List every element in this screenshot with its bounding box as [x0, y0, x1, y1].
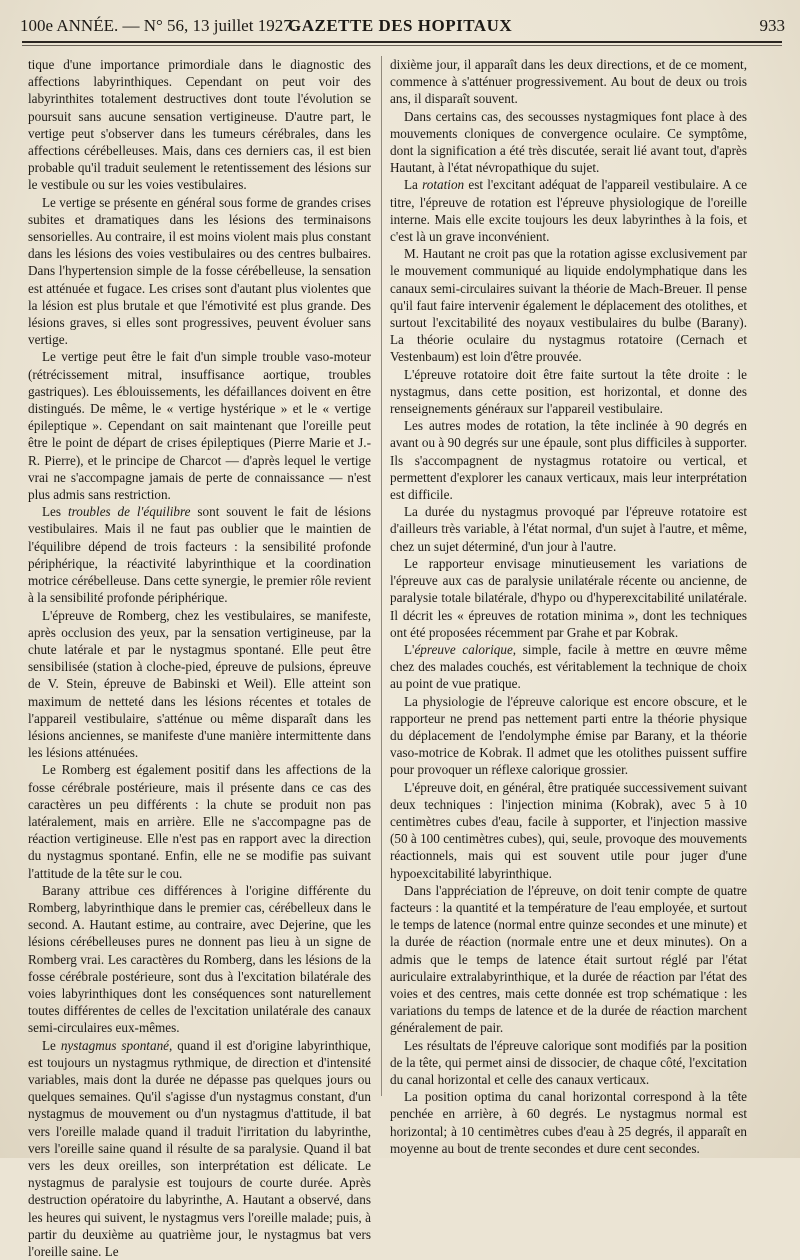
- paragraph: Le vertige se présente en général sous forme de grandes crises subites et dramatiques dans les lésions des terminaisons sensorielles. Au contraire, il est moins violent mais plus constant dans les lésions des voies vestibulaires ou des centres bulbaires. Dans l'hypertension simple de la fosse cérébelleuse, la sensation est atténuée et fugace. Les crises sont d'autant plus violentes que la lésion est plus brutale et que l'émotivité est plus grande. Des lésions graves, si elles sont progressives, peuvent évoluer sans vertige.: [28, 194, 371, 348]
- paragraph: [390, 641, 747, 693]
- paragraph: L'épreuve de Romberg, chez les vestibulaires, se manifeste, après occlusion des yeux, par la sensation vertigineuse, par la chute latérale et par le nystagmus spontané. Elle peut être sensibilisée (station à cloche-pied, épreuve de pulsions, épreuve de V. Stein, épreuve de Babinski et Weil). Elle atteint son maximum de netteté dans les lésions récentes et totales de l'appareil vestibulaire, s'atténue ou même disparaît dans les lésions anciennes, se manifeste d'une manière intermittente dans les lésions atténuées.: [28, 607, 371, 761]
- paragraph-text: sont souvent le fait de lésions vestibulaires. Mais il ne faut pas oublier que le maintien de l'équilibre dépend de trois facteurs : la sensibilité profonde périphérique, la réactivité labyrinthique et la coordination motrice cérébelleuse. Dans cette synergie, le premier rôle revient à la sensibilité profonde périphérique.: [28, 504, 371, 606]
- paragraph-lead: Le: [42, 1037, 61, 1053]
- paragraph: L'épreuve doit, en général, être pratiquée successivement suivant deux techniques : l'injection minima (Kobrak), avec 5 à 10 centimètres cubes d'eau, facile à supporter, et l'injection massive (50 à 100 centimètres cubes), qui, seule, provoque des mouvements réactionnels, mais qui est souvent utile pour juger d'une hypoexcitabilité labyrinthique.: [390, 779, 747, 881]
- paragraph: Le Romberg est également positif dans les affections de la fosse cérébrale postérieure, mais il présente dans ce cas des caractères un peu différents : la chute se produit non pas latéralement, mais en arrière. Elle ne s'accompagne pas de réaction vertigineuse. Elle n'est pas en rapport avec la direction du nystagmus spontané. Enfin, elle ne se modifie pas suivant l'attitude de la tête sur le cou.: [28, 762, 371, 881]
- paragraph: Le vertige peut être le fait d'un simple trouble vaso-moteur (rétrécissement mitral, insuffisance aortique, troubles gastriques). Les éblouissements, les défaillances doivent en être distingués. De même, le « vertige hystérique » et le « vertige épileptique ». Cependant on sait maintenant que l'oreille peut être le point de départ de crises épileptiques (Pierre Marie et J.-R. Pierre), et le principe de Charcot — d'après lequel le vertige vrai ne s'accompagne jamais de perte de connaissance — n'est plus admis sans restriction.: [28, 349, 371, 503]
- header-rule-thin: [22, 45, 782, 46]
- paragraph-text: , quand il est d'origine labyrinthique, est toujours un nystagmus rythmique, de direction et d'intensité variables, mais dont la durée ne dépasse pas quelques jours ou quelques semaines. Qu'il s'agisse d'un nystagmus constant, d'un nystagmus de mouvement ou d'un nystagmus d'attitude, il bat vers l'oreille malade quand il traduit l'irritation du labyrinthe, vers l'oreille saine quand il résulte de sa paralysie. Quand il bat vers les deux oreilles, son interprétation est délicate. Le nystagmus de paralysie est toujours de courte durée. Après destruction opératoire du labyrinthe, A. Hautant a observé, dans les heures qui suivent, le nystagmus vers l'oreille malade; puis, à partir du deuxième au quatrième jour, le nystagmus bat vers l'oreille saine. Le: [28, 1037, 371, 1260]
- paragraph: dixième jour, il apparaît dans les deux directions, et de ce moment, commence à s'atténuer progressivement. Au bout de deux ou trois ans, il disparaît souvent.: [390, 57, 747, 107]
- paragraph: Barany attribue ces différences à l'origine différente du Romberg, labyrinthique dans le premier cas, cérébelleux dans le second. A. Hautant estime, au contraire, avec Dejerine, que les lésions cérébelleuses pures ne donnent pas lieu à un signe de Romberg vrai. Les caractères du Romberg, dans les lésions de la fosse cérébrale postérieure, sont dus à l'excitation bilatérale des voies labyrinthiques dont les conséquences sont naturellement toutes différentes de celles de l'excitation unilatérale des canaux semi-circulaires eux-mêmes.: [28, 882, 371, 1036]
- paragraph: Les résultats de l'épreuve calorique sont modifiés par la position de la tête, qui permet ainsi de dissocier, de chaque côté, l'excitation du canal horizontal et celle des canaux verticaux.: [390, 1037, 747, 1087]
- paragraph: La physiologie de l'épreuve calorique est encore obscure, et le rapporteur ne prend pas nettement parti entre la théorie physique du déplacement de l'endolymphe émise par Barany, et la théorie vaso-motrice de Kobrak. Il admet que les otolithes puissent suffire pour provoquer un réflexe calorique grossier.: [390, 693, 747, 778]
- paragraph: Les autres modes de rotation, la tête inclinée à 90 degrés en avant ou à 90 degrés sur une épaule, sont plus difficiles à supporter. Ils s'accompagnent de nystagmus rotatoire ou vertical, et permettent d'explorer les canaux verticaux, mais leur interprétation est difficile.: [390, 418, 747, 503]
- italic-term: épreuve calorique: [414, 641, 513, 657]
- paragraph-text: est l'excitant adéquat de l'appareil vestibulaire. A ce titre, l'épreuve de rotation est l'épreuve physiologique de l'oreille interne. Mais elle excite toujours les deux labyrinthes à la fois, et c'est là un grave inconvénient.: [390, 177, 747, 245]
- paragraph: Le rapporteur envisage minutieusement les variations de l'épreuve aux cas de paralysie unilatérale récente ou ancienne, de paralysie totale bilatérale, d'hypo ou d'hyperexcitabilité unilatérale. Il décrit les « épreuves de rotation minima », dont les techniques ont été proposées récemment par Grahe et par Kobrak.: [390, 555, 747, 640]
- italic-term: rotation: [422, 177, 465, 193]
- paragraph: L'épreuve rotatoire doit être faite surtout la tête droite : le nystagmus, dans cette position, est horizontal, et donne des renseignements généraux sur l'appareil vestibulaire.: [390, 366, 747, 417]
- page-number: 933: [759, 16, 785, 35]
- paragraph: M. Hautant ne croit pas que la rotation agisse exclusivement par le mouvement communiqué au liquide endolymphatique dans les canaux semi-circulaires suivant la théorie de Mach-Breuer. Il pense qu'il faut faire intervenir également le déplacement des otolithes, et surtout l'excitabilité des noyaux vestibulaires du bulbe (Barany). La théorie oculaire du nystagmus rotatoire (Cernach et Vestenbaum) est loin d'être prouvée.: [390, 246, 747, 365]
- paragraph: La position optima du canal horizontal correspond à la tête penchée en arrière, à 60 degrés. Le nystagmus normal est horizontal; à 10 centimètres cubes d'eau à 25 degrés, il apparaît en moyenne au bout de trente secondes et dure cent secondes.: [390, 1089, 747, 1156]
- paragraph: Dans certains cas, des secousses nystagmiques font place à des mouvements cloniques de convergence oculaire. Ce symptôme, dont la signification a été très discutée, serait lié avant tout, d'après Hautant, à l'état névropathique du sujet.: [390, 108, 747, 176]
- left-column: [28, 56, 371, 1260]
- paragraph-lead: L': [404, 641, 415, 657]
- header-issue-info: [20, 14, 296, 38]
- paragraph: tique d'une importance primordiale dans le diagnostic des affections labyrinthiques. Cependant on peut voir des labyrinthites totalement destructives dont toute l'évolution se poursuit sans aucune sensation vertigineuse. D'autre part, le vertige peut s'observer dans les tumeurs cérébrales, dans les affections cérébelleuses. Mais, dans ces derniers cas, il est bien probable qu'il traduit seulement le retentissement des lésions sur le vestibule ou sur les voies vestibulaires.: [28, 57, 371, 193]
- right-column: [390, 56, 748, 1156]
- italic-term: nystagmus spontané: [60, 1037, 170, 1053]
- paragraph: La durée du nystagmus provoqué par l'épreuve rotatoire est d'ailleurs très variable, à l'état normal, d'un sujet à l'autre, et même, chez un sujet déterminé, d'un jour à l'autre.: [390, 504, 747, 554]
- journal-title: GAZETTE DES HOPITAUX: [288, 16, 513, 35]
- paragraph: [28, 1037, 371, 1260]
- italic-term: troubles de l'équilibre: [67, 504, 191, 520]
- header-issue: — N° 56, 13 juillet 1927.: [122, 16, 296, 35]
- paragraph: [28, 503, 371, 606]
- paragraph-lead: Les: [42, 504, 68, 520]
- paragraph: [390, 176, 747, 245]
- page-header: [20, 14, 785, 38]
- header-year: 100e ANNÉE.: [20, 16, 119, 35]
- paragraph-text: , simple, facile à mettre en œuvre même chez des malades couchés, est véritablement la technique de choix au point de vue pratique.: [390, 641, 747, 692]
- header-rule: [22, 41, 782, 43]
- column-divider: [381, 56, 382, 1096]
- paragraph-lead: La: [404, 177, 423, 193]
- paragraph: Dans l'appréciation de l'épreuve, on doit tenir compte de quatre facteurs : la quantité et la température de l'eau employée, et surtout le temps de latence (normal entre quinze secondes et une minute) et la durée de réaction (normale entre une et deux minutes). On a admis que le temps de latence était surtout réglé par l'état auriculaire extralabyrinthique, et la durée de réaction par l'état des voies et des centres, mais cette donnée est trop schématique : les variations du temps de latence et de la durée de réaction marchent généralement de pair.: [390, 882, 748, 1036]
